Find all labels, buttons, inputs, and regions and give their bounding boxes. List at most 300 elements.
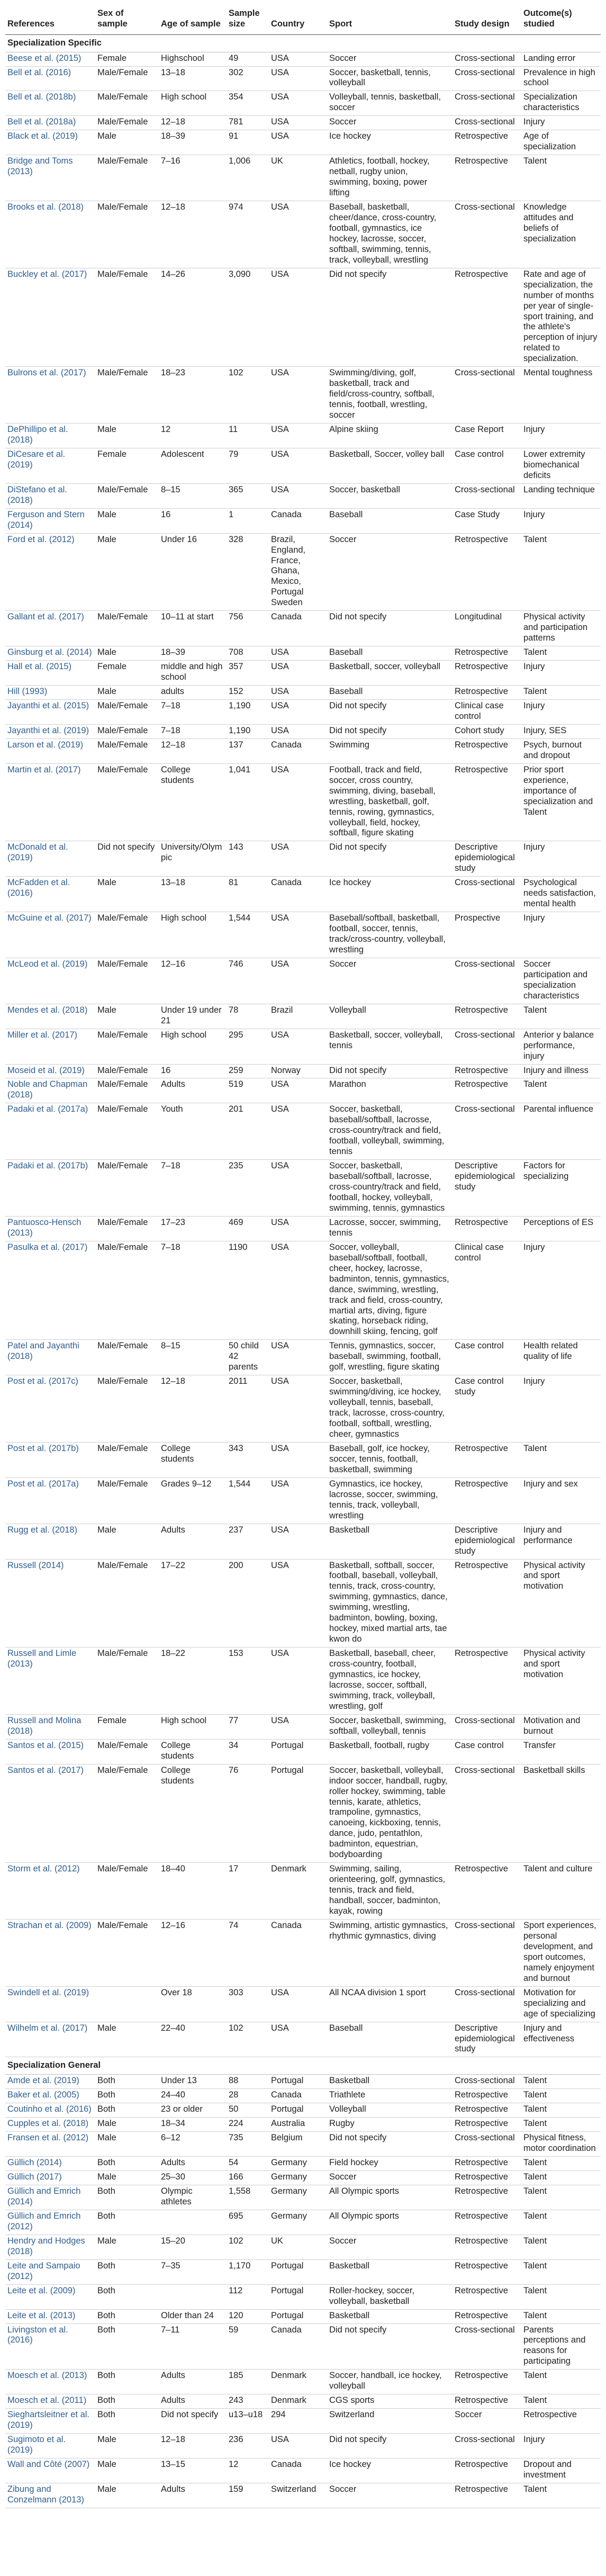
reference-cell[interactable]: Cupples et al. (2018) [5, 2118, 95, 2132]
outcome-cell: Rate and age of specialization, the number of months per year of single-sport training, and the athlete's perception of injury related to specialization. [521, 268, 601, 367]
sex-cell: Male [95, 686, 159, 700]
reference-cell[interactable]: Post et al. (2017a) [5, 1478, 95, 1524]
sport-cell: Baseball [327, 686, 453, 700]
reference-cell[interactable]: Black et al. (2019) [5, 130, 95, 155]
study-design-cell: Retrospective [453, 2394, 521, 2409]
country-cell: USA [269, 1029, 327, 1064]
sex-cell: Both [95, 2075, 159, 2089]
reference-cell[interactable]: Noble and Chapman (2018) [5, 1078, 95, 1103]
reference-cell[interactable]: Leite and Sampaio (2012) [5, 2259, 95, 2284]
reference-cell[interactable]: Wilhelm et al. (2017) [5, 2022, 95, 2057]
country-cell: USA [269, 130, 327, 155]
reference-cell[interactable]: Mendes et al. (2018) [5, 1004, 95, 1029]
reference-cell[interactable]: Hendry and Hodges (2018) [5, 2235, 95, 2259]
outcome-cell: Talent and culture [521, 1863, 601, 1920]
study-design-cell: Cohort study [453, 724, 521, 738]
outcome-cell: Basketball skills [521, 1764, 601, 1863]
table-row [5, 367, 601, 424]
study-design-cell: Retrospective [453, 1478, 521, 1524]
sport-cell: Volleyball [327, 1004, 453, 1029]
study-design-cell: Cross-sectional [453, 66, 521, 91]
outcome-cell: Retrospective [521, 2409, 601, 2434]
sport-cell: Marathon [327, 1078, 453, 1103]
table-row [5, 1103, 601, 1160]
sport-cell: Volleyball, tennis, basketball, soccer [327, 91, 453, 116]
outcome-cell: Talent [521, 2185, 601, 2210]
reference-cell[interactable]: Russell (2014) [5, 1559, 95, 1647]
reference-cell[interactable]: Bell et al. (2018b) [5, 91, 95, 116]
outcome-cell: Physical activity and sport motivation [521, 1559, 601, 1647]
sample-size-cell: 1190 [227, 1241, 269, 1340]
table-row [5, 2235, 601, 2259]
reference-cell[interactable]: Moesch et al. (2013) [5, 2370, 95, 2394]
reference-cell[interactable]: Güllich and Emrich (2014) [5, 2185, 95, 2210]
age-cell: 15–20 [159, 2235, 227, 2259]
age-cell: 12–18 [159, 738, 227, 763]
country-cell: USA [269, 958, 327, 1004]
reference-cell[interactable]: Beese et al. (2015) [5, 52, 95, 66]
country-cell: Switzerland [269, 2483, 327, 2508]
age-cell: 12 [159, 424, 227, 448]
sex-cell: Male/Female [95, 1340, 159, 1375]
age-cell: 18–39 [159, 130, 227, 155]
reference-cell[interactable]: Swindell et al. (2019) [5, 1986, 95, 2022]
sample-size-cell: 236 [227, 2434, 269, 2458]
age-cell: 12–18 [159, 201, 227, 268]
reference-cell[interactable]: DiStefano et al. (2018) [5, 483, 95, 508]
reference-cell[interactable]: Post et al. (2017b) [5, 1442, 95, 1478]
sport-cell: Did not specify [327, 1064, 453, 1078]
sport-cell: Did not specify [327, 2132, 453, 2157]
reference-cell[interactable]: Rugg et al. (2018) [5, 1524, 95, 1559]
country-cell: USA [269, 52, 327, 66]
sport-cell: Basketball [327, 2075, 453, 2089]
reference-cell[interactable]: Leite et al. (2013) [5, 2309, 95, 2323]
table-row [5, 2075, 601, 2089]
sample-size-cell: 302 [227, 66, 269, 91]
outcome-cell: Injury [521, 912, 601, 958]
study-design-cell: Retrospective [453, 2235, 521, 2259]
sample-size-cell: 200 [227, 1559, 269, 1647]
sample-size-cell: 708 [227, 646, 269, 661]
study-design-cell: Clinical case control [453, 699, 521, 724]
sex-cell: Female [95, 661, 159, 686]
sport-cell: Baseball [327, 646, 453, 661]
reference-cell[interactable]: Fransen et al. (2012) [5, 2132, 95, 2157]
sport-cell: Lacrosse, soccer, swimming, tennis [327, 1216, 453, 1241]
sex-cell: Male/Female [95, 201, 159, 268]
reference-cell[interactable]: Ginsburg et al. (2014) [5, 646, 95, 661]
outcome-cell: Talent [521, 2171, 601, 2185]
reference-cell[interactable]: Buckley et al. (2017) [5, 268, 95, 367]
sample-size-cell: 76 [227, 1764, 269, 1863]
study-design-cell: Retrospective [453, 1216, 521, 1241]
table-row [5, 2394, 601, 2409]
reference-cell[interactable]: Santos et al. (2015) [5, 1739, 95, 1764]
country-cell: Canada [269, 877, 327, 912]
sex-cell: Male/Female [95, 66, 159, 91]
outcome-cell: Lower extremity biomechanical deficits [521, 448, 601, 483]
reference-cell[interactable]: Pantuosco-Hensch (2013) [5, 1216, 95, 1241]
country-cell: USA [269, 483, 327, 508]
table-row [5, 699, 601, 724]
age-cell: 12–16 [159, 1920, 227, 1987]
study-design-cell: Descriptive epidemiological study [453, 1160, 521, 1217]
sample-size-cell: 328 [227, 533, 269, 611]
reference-cell[interactable]: Padaki et al. (2017a) [5, 1103, 95, 1160]
reference-cell[interactable]: Pasulka et al. (2017) [5, 1241, 95, 1340]
sport-cell: Football, track and field, soccer, cross country, swimming, diving, baseball, wrestling, basketball, golf, tennis, rowing, gymnastics, volleyball, field, hockey, softball, figure skating [327, 763, 453, 841]
reference-cell[interactable]: Jayanthi et al. (2015) [5, 699, 95, 724]
sport-cell: Baseball/softball, basketball, football, soccer, tennis, track/cross-country, volleyball, wrestling [327, 912, 453, 958]
sport-cell: Basketball, soccer, volleyball, tennis [327, 1029, 453, 1064]
study-design-cell: Descriptive epidemiological study [453, 2022, 521, 2057]
sport-cell: Roller-hockey, soccer, volleyball, basketball [327, 2284, 453, 2309]
age-cell: 7–18 [159, 699, 227, 724]
sport-cell: Swimming [327, 738, 453, 763]
country-cell: Australia [269, 2118, 327, 2132]
outcome-cell: Dropout and investment [521, 2458, 601, 2483]
reference-cell[interactable]: Wall and Côté (2007) [5, 2458, 95, 2483]
outcome-cell: Soccer participation and specialization characteristics [521, 958, 601, 1004]
sample-size-cell: 153 [227, 1647, 269, 1715]
section-title: Specialization General [5, 2057, 601, 2075]
study-design-cell: Retrospective [453, 738, 521, 763]
study-design-cell: Retrospective [453, 533, 521, 611]
country-cell: USA [269, 699, 327, 724]
table-row [5, 448, 601, 483]
sex-cell: Both [95, 2394, 159, 2409]
sex-cell: Male [95, 2171, 159, 2185]
study-design-cell: Retrospective [453, 1647, 521, 1715]
country-cell: USA [269, 201, 327, 268]
reference-cell[interactable]: McLeod et al. (2019) [5, 958, 95, 1004]
outcome-cell: Landing technique [521, 483, 601, 508]
reference-cell[interactable]: Güllich and Emrich (2012) [5, 2210, 95, 2235]
reference-cell[interactable]: Coutinho et al. (2016) [5, 2103, 95, 2118]
study-design-cell: Cross-sectional [453, 2434, 521, 2458]
outcome-cell: Physical activity and participation patterns [521, 611, 601, 646]
reference-cell[interactable]: Moseid et al. (2019) [5, 1064, 95, 1078]
age-cell: 10–11 at start [159, 611, 227, 646]
age-cell: 18–23 [159, 367, 227, 424]
sport-cell: Soccer, basketball, swimming, softball, volleyball, tennis [327, 1714, 453, 1739]
study-design-cell: Cross-sectional [453, 91, 521, 116]
table-row [5, 2171, 601, 2185]
study-design-cell: Cross-sectional [453, 52, 521, 66]
age-cell: 12–18 [159, 1375, 227, 1443]
study-design-cell: Cross-sectional [453, 1029, 521, 1064]
sample-size-cell: 781 [227, 116, 269, 130]
study-design-cell: Cross-sectional [453, 1986, 521, 2022]
reference-cell[interactable]: Jayanthi et al. (2019) [5, 724, 95, 738]
sport-cell: Volleyball [327, 2103, 453, 2118]
reference-cell[interactable]: Russell and Molina (2018) [5, 1714, 95, 1739]
age-cell: 24–40 [159, 2089, 227, 2103]
age-cell: Under 13 [159, 2075, 227, 2089]
study-design-cell: Retrospective [453, 1078, 521, 1103]
sport-cell: Triathlete [327, 2089, 453, 2103]
sample-size-cell: 303 [227, 1986, 269, 2022]
country-cell: USA [269, 2434, 327, 2458]
sport-cell: Basketball, baseball, cheer, cross-country, football, gymnastics, ice hockey, lacrosse, soccer, softball, swimming, track, volleyball, wrestling, golf [327, 1647, 453, 1715]
sex-cell [95, 1986, 159, 2022]
reference-cell[interactable]: Ford et al. (2012) [5, 533, 95, 611]
table-row [5, 2284, 601, 2309]
study-design-cell: Retrospective [453, 2370, 521, 2394]
reference-cell[interactable]: McFadden et al. (2016) [5, 877, 95, 912]
country-cell: USA [269, 646, 327, 661]
reference-cell[interactable]: Post et al. (2017c) [5, 1375, 95, 1443]
reference-cell[interactable]: Hall et al. (2015) [5, 661, 95, 686]
reference-cell[interactable]: Bell et al. (2016) [5, 66, 95, 91]
sex-cell: Male/Female [95, 1764, 159, 1863]
study-design-cell: Case control [453, 1340, 521, 1375]
sport-cell: Soccer, basketball, volleyball, indoor soccer, handball, rugby, roller hockey, swimming, table tennis, karate, athletics, trampoline, gymnastics, canoeing, kickboxing, tennis, dance, judo, pentathlon, badminton, equestrian, bodyboarding [327, 1764, 453, 1863]
reference-cell[interactable]: McGuine et al. (2017) [5, 912, 95, 958]
table-row [5, 1714, 601, 1739]
outcome-cell: Physical fitness, motor coordination [521, 2132, 601, 2157]
table-row [5, 1160, 601, 1217]
country-cell: Portugal [269, 2259, 327, 2284]
study-design-cell: Retrospective [453, 155, 521, 201]
country-cell: USA [269, 424, 327, 448]
outcome-cell: Talent [521, 2259, 601, 2284]
table-row [5, 912, 601, 958]
header-sport: Sport [327, 4, 453, 34]
sample-size-cell: 1 [227, 508, 269, 533]
reference-cell[interactable]: Zibung and Conzelmann (2013) [5, 2483, 95, 2508]
study-design-cell: Cross-sectional [453, 116, 521, 130]
reference-cell[interactable]: Bell et al. (2018a) [5, 116, 95, 130]
outcome-cell: Injury [521, 508, 601, 533]
reference-cell[interactable]: Larson et al. (2019) [5, 738, 95, 763]
table-row [5, 2434, 601, 2458]
table-row [5, 1241, 601, 1340]
table-row [5, 201, 601, 268]
header-study-design: Study design [453, 4, 521, 34]
sample-size-cell: 469 [227, 1216, 269, 1241]
sex-cell: Both [95, 2309, 159, 2323]
table-row [5, 533, 601, 611]
study-design-cell: Prospective [453, 912, 521, 958]
reference-cell[interactable]: Padaki et al. (2017b) [5, 1160, 95, 1217]
sex-cell: Male [95, 424, 159, 448]
reference-cell[interactable]: Livingston et al. (2016) [5, 2323, 95, 2370]
sample-size-cell: 102 [227, 2235, 269, 2259]
age-cell: College students [159, 1764, 227, 1863]
header-sample-size: Sample size [227, 4, 269, 34]
reference-cell[interactable]: Moesch et al. (2011) [5, 2394, 95, 2409]
reference-cell[interactable]: Patel and Jayanthi (2018) [5, 1340, 95, 1375]
reference-cell[interactable]: Bridge and Toms (2013) [5, 155, 95, 201]
reference-cell[interactable]: DePhillipo et al. (2018) [5, 424, 95, 448]
age-cell: 7–18 [159, 1241, 227, 1340]
table-row [5, 1375, 601, 1443]
table-row [5, 877, 601, 912]
country-cell: Canada [269, 738, 327, 763]
country-cell: USA [269, 1714, 327, 1739]
study-design-cell: Cross-sectional [453, 1764, 521, 1863]
study-design-cell: Cross-sectional [453, 877, 521, 912]
sex-cell: Male/Female [95, 1559, 159, 1647]
sport-cell: Ice hockey [327, 2458, 453, 2483]
reference-cell[interactable]: DiCesare et al. (2019) [5, 448, 95, 483]
table-row [5, 1863, 601, 1920]
sport-cell: Swimming/diving, golf, basketball, track and field/cross-country, softball, tennis, football, wrestling, soccer [327, 367, 453, 424]
country-cell: USA [269, 1375, 327, 1443]
sex-cell: Male [95, 2434, 159, 2458]
age-cell: 7–18 [159, 724, 227, 738]
sport-cell: Basketball [327, 1524, 453, 1559]
reference-cell[interactable]: Amde et al. (2019) [5, 2075, 95, 2089]
sport-cell: Baseball [327, 508, 453, 533]
country-cell: Portugal [269, 2309, 327, 2323]
outcome-cell: Parental influence [521, 1103, 601, 1160]
outcome-cell: Motivation for specializing and age of specializing [521, 1986, 601, 2022]
sex-cell: Male/Female [95, 1103, 159, 1160]
table-row [5, 52, 601, 66]
age-cell: Adults [159, 2370, 227, 2394]
reference-cell[interactable]: Güllich (2017) [5, 2171, 95, 2185]
outcome-cell: Talent [521, 155, 601, 201]
age-cell: 23 or older [159, 2103, 227, 2118]
sport-cell: Basketball, Soccer, volley ball [327, 448, 453, 483]
sex-cell: Both [95, 2409, 159, 2434]
study-design-cell: Retrospective [453, 2103, 521, 2118]
outcome-cell: Parents perceptions and reasons for participating [521, 2323, 601, 2370]
study-design-cell: Case control [453, 1739, 521, 1764]
sport-cell: Baseball [327, 2022, 453, 2057]
reference-cell[interactable]: Hill (1993) [5, 686, 95, 700]
reference-cell[interactable]: Leite et al. (2009) [5, 2284, 95, 2309]
outcome-cell: Talent [521, 533, 601, 611]
sex-cell: Both [95, 2185, 159, 2210]
sample-size-cell: 59 [227, 2323, 269, 2370]
reference-cell[interactable]: Sugimoto et al. (2019) [5, 2434, 95, 2458]
study-design-cell: Retrospective [453, 1064, 521, 1078]
table-row [5, 1029, 601, 1064]
country-cell: USA [269, 1478, 327, 1524]
study-design-cell: Retrospective [453, 763, 521, 841]
sex-cell: Male [95, 508, 159, 533]
sport-cell: Did not specify [327, 268, 453, 367]
sport-cell: Athletics, football, hockey, netball, rugby union, swimming, boxing, power lifting [327, 155, 453, 201]
age-cell: College students [159, 1739, 227, 1764]
outcome-cell: Injury and effectiveness [521, 2022, 601, 2057]
table-row [5, 686, 601, 700]
sport-cell: Alpine skiing [327, 424, 453, 448]
reference-cell[interactable]: Santos et al. (2017) [5, 1764, 95, 1863]
reference-cell[interactable]: Baker et al. (2005) [5, 2089, 95, 2103]
table-row [5, 2103, 601, 2118]
sex-cell: Male [95, 1004, 159, 1029]
age-cell: Youth [159, 1103, 227, 1160]
country-cell: USA [269, 1216, 327, 1241]
reference-cell[interactable]: Güllich (2014) [5, 2157, 95, 2171]
outcome-cell: Talent [521, 2075, 601, 2089]
sample-size-cell: 365 [227, 483, 269, 508]
sex-cell: Male/Female [95, 1739, 159, 1764]
study-design-cell: Case Study [453, 508, 521, 533]
sample-size-cell: 77 [227, 1714, 269, 1739]
sex-cell: Male/Female [95, 763, 159, 841]
country-cell: USA [269, 1078, 327, 1103]
sample-size-cell: 354 [227, 91, 269, 116]
sport-cell: Soccer [327, 2235, 453, 2259]
sample-size-cell: 74 [227, 1920, 269, 1987]
outcome-cell: Age of specialization [521, 130, 601, 155]
reference-cell[interactable]: Strachan et al. (2009) [5, 1920, 95, 1987]
study-design-cell: Retrospective [453, 2284, 521, 2309]
sex-cell: Both [95, 2259, 159, 2284]
age-cell: Adults [159, 2157, 227, 2171]
outcome-cell: Injury [521, 2434, 601, 2458]
study-design-cell: Cross-sectional [453, 367, 521, 424]
age-cell: Under 19 under 21 [159, 1004, 227, 1029]
reference-cell[interactable]: Miller et al. (2017) [5, 1029, 95, 1064]
reference-cell[interactable]: Sieghartsleitner et al. (2019) [5, 2409, 95, 2434]
study-design-cell: Retrospective [453, 2259, 521, 2284]
sport-cell: Soccer [327, 958, 453, 1004]
country-cell: USA [269, 1647, 327, 1715]
study-design-cell: Case control [453, 448, 521, 483]
sex-cell: Male/Female [95, 958, 159, 1004]
reference-cell[interactable]: Ferguson and Stern (2014) [5, 508, 95, 533]
country-cell: USA [269, 367, 327, 424]
sample-size-cell: 81 [227, 877, 269, 912]
sample-size-cell: 143 [227, 841, 269, 877]
study-design-cell: Retrospective [453, 1559, 521, 1647]
reference-cell[interactable]: Martin et al. (2017) [5, 763, 95, 841]
reference-cell[interactable]: Bulrons et al. (2017) [5, 367, 95, 424]
reference-cell[interactable]: Brooks et al. (2018) [5, 201, 95, 268]
sample-size-cell: 185 [227, 2370, 269, 2394]
reference-cell[interactable]: Storm et al. (2012) [5, 1863, 95, 1920]
sample-size-cell: 1,190 [227, 699, 269, 724]
sex-cell: Male [95, 2022, 159, 2057]
country-cell: Portugal [269, 1739, 327, 1764]
country-cell: USA [269, 2022, 327, 2057]
sex-cell: Both [95, 2089, 159, 2103]
sample-size-cell: 11 [227, 424, 269, 448]
outcome-cell: Injury [521, 841, 601, 877]
age-cell: 18–22 [159, 1647, 227, 1715]
study-design-cell: Retrospective [453, 1863, 521, 1920]
outcome-cell: Injury [521, 661, 601, 686]
table-row [5, 1078, 601, 1103]
country-cell: Canada [269, 2458, 327, 2483]
sample-size-cell: 1,006 [227, 155, 269, 201]
reference-cell[interactable]: McDonald et al. (2019) [5, 841, 95, 877]
sample-size-cell: 259 [227, 1064, 269, 1078]
age-cell: 16 [159, 508, 227, 533]
age-cell: High school [159, 1714, 227, 1739]
sample-size-cell: 159 [227, 2483, 269, 2508]
reference-cell[interactable]: Russell and Limle (2013) [5, 1647, 95, 1715]
table-row [5, 2132, 601, 2157]
table-row [5, 1442, 601, 1478]
sport-cell: Ice hockey [327, 130, 453, 155]
sport-cell: Did not specify [327, 699, 453, 724]
sport-cell: Basketball, soccer, volleyball [327, 661, 453, 686]
reference-cell[interactable]: Gallant et al. (2017) [5, 611, 95, 646]
table-row [5, 66, 601, 91]
sex-cell: Male [95, 646, 159, 661]
sport-cell: Ice hockey [327, 877, 453, 912]
sample-size-cell: 49 [227, 52, 269, 66]
outcome-cell: Talent [521, 2284, 601, 2309]
